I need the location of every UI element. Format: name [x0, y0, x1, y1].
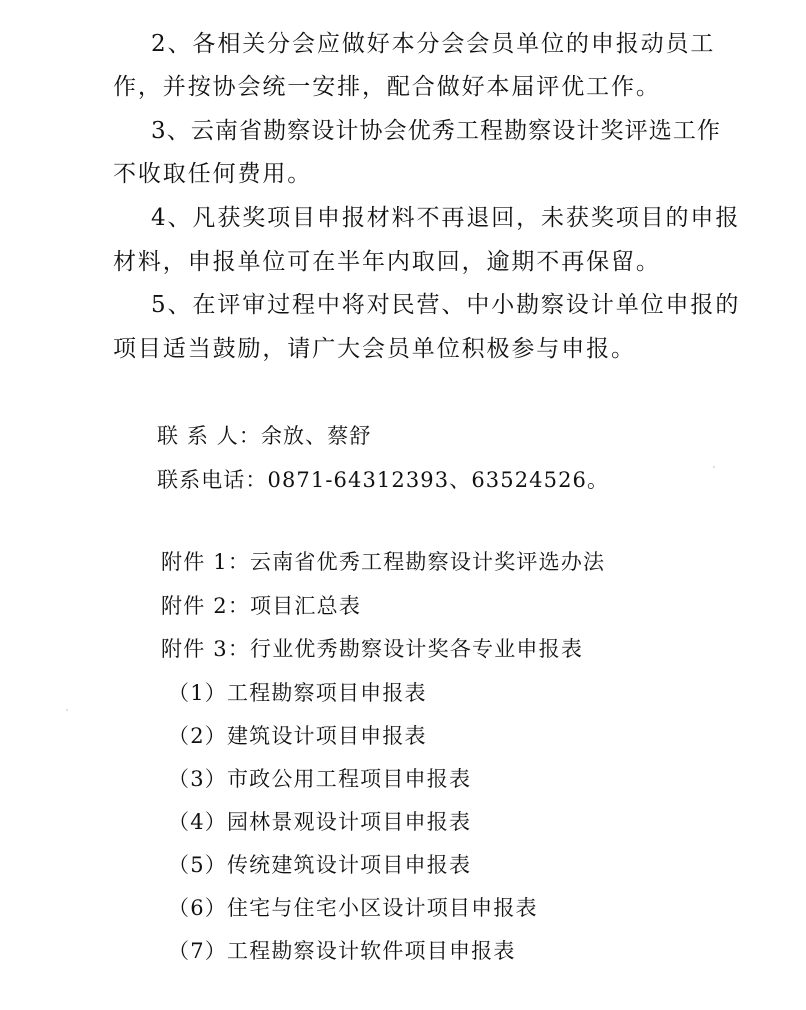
paragraph-3-line-2: 不收取任何费用。: [113, 161, 313, 187]
sub-item-6: （6）住宅与住宅小区设计项目申报表: [168, 896, 538, 920]
paragraph-4-line-1: 4、凡获奖项目申报材料不再退回，未获奖项目的申报: [151, 205, 741, 231]
paragraph-3-line-1: 3、云南省勘察设计协会优秀工程勘察设计奖评选工作: [151, 118, 722, 144]
sub-item-2: （2）建筑设计项目申报表: [168, 724, 427, 748]
attachment-1: 附件 1：云南省优秀工程勘察设计奖评选办法: [161, 550, 606, 574]
paragraph-5-line-2: 项目适当鼓励，请广大会员单位积极参与申报。: [113, 336, 636, 362]
attachment-3: 附件 3：行业优秀勘察设计奖各专业申报表: [161, 637, 584, 661]
contact-person: 联 系 人：余放、蔡舒: [157, 424, 372, 448]
attachment-2: 附件 2：项目汇总表: [161, 594, 362, 618]
sub-item-5: （5）传统建筑设计项目申报表: [168, 853, 472, 877]
sub-item-4: （4）园林景观设计项目申报表: [168, 810, 472, 834]
paragraph-2-line-1: 2、各相关分会应做好本分会会员单位的申报动员工: [151, 31, 716, 57]
paragraph-4-line-2: 材料，申报单位可在半年内取回，逾期不再保留。: [113, 249, 661, 275]
sub-item-7: （7）工程勘察设计软件项目申报表: [168, 939, 516, 963]
sub-item-1: （1）工程勘察项目申报表: [168, 681, 427, 705]
scan-speck: [66, 709, 68, 711]
paragraph-2-line-2: 作，并按协会统一安排，配合做好本届评优工作。: [113, 74, 661, 100]
scan-speck: [713, 466, 715, 468]
contact-phone: 联系电话：0871-64312393、63524526。: [157, 468, 610, 492]
paragraph-5-line-1: 5、在评审过程中将对民营、中小勘察设计单位申报的: [151, 292, 741, 318]
sub-item-3: （3）市政公用工程项目申报表: [168, 767, 472, 791]
